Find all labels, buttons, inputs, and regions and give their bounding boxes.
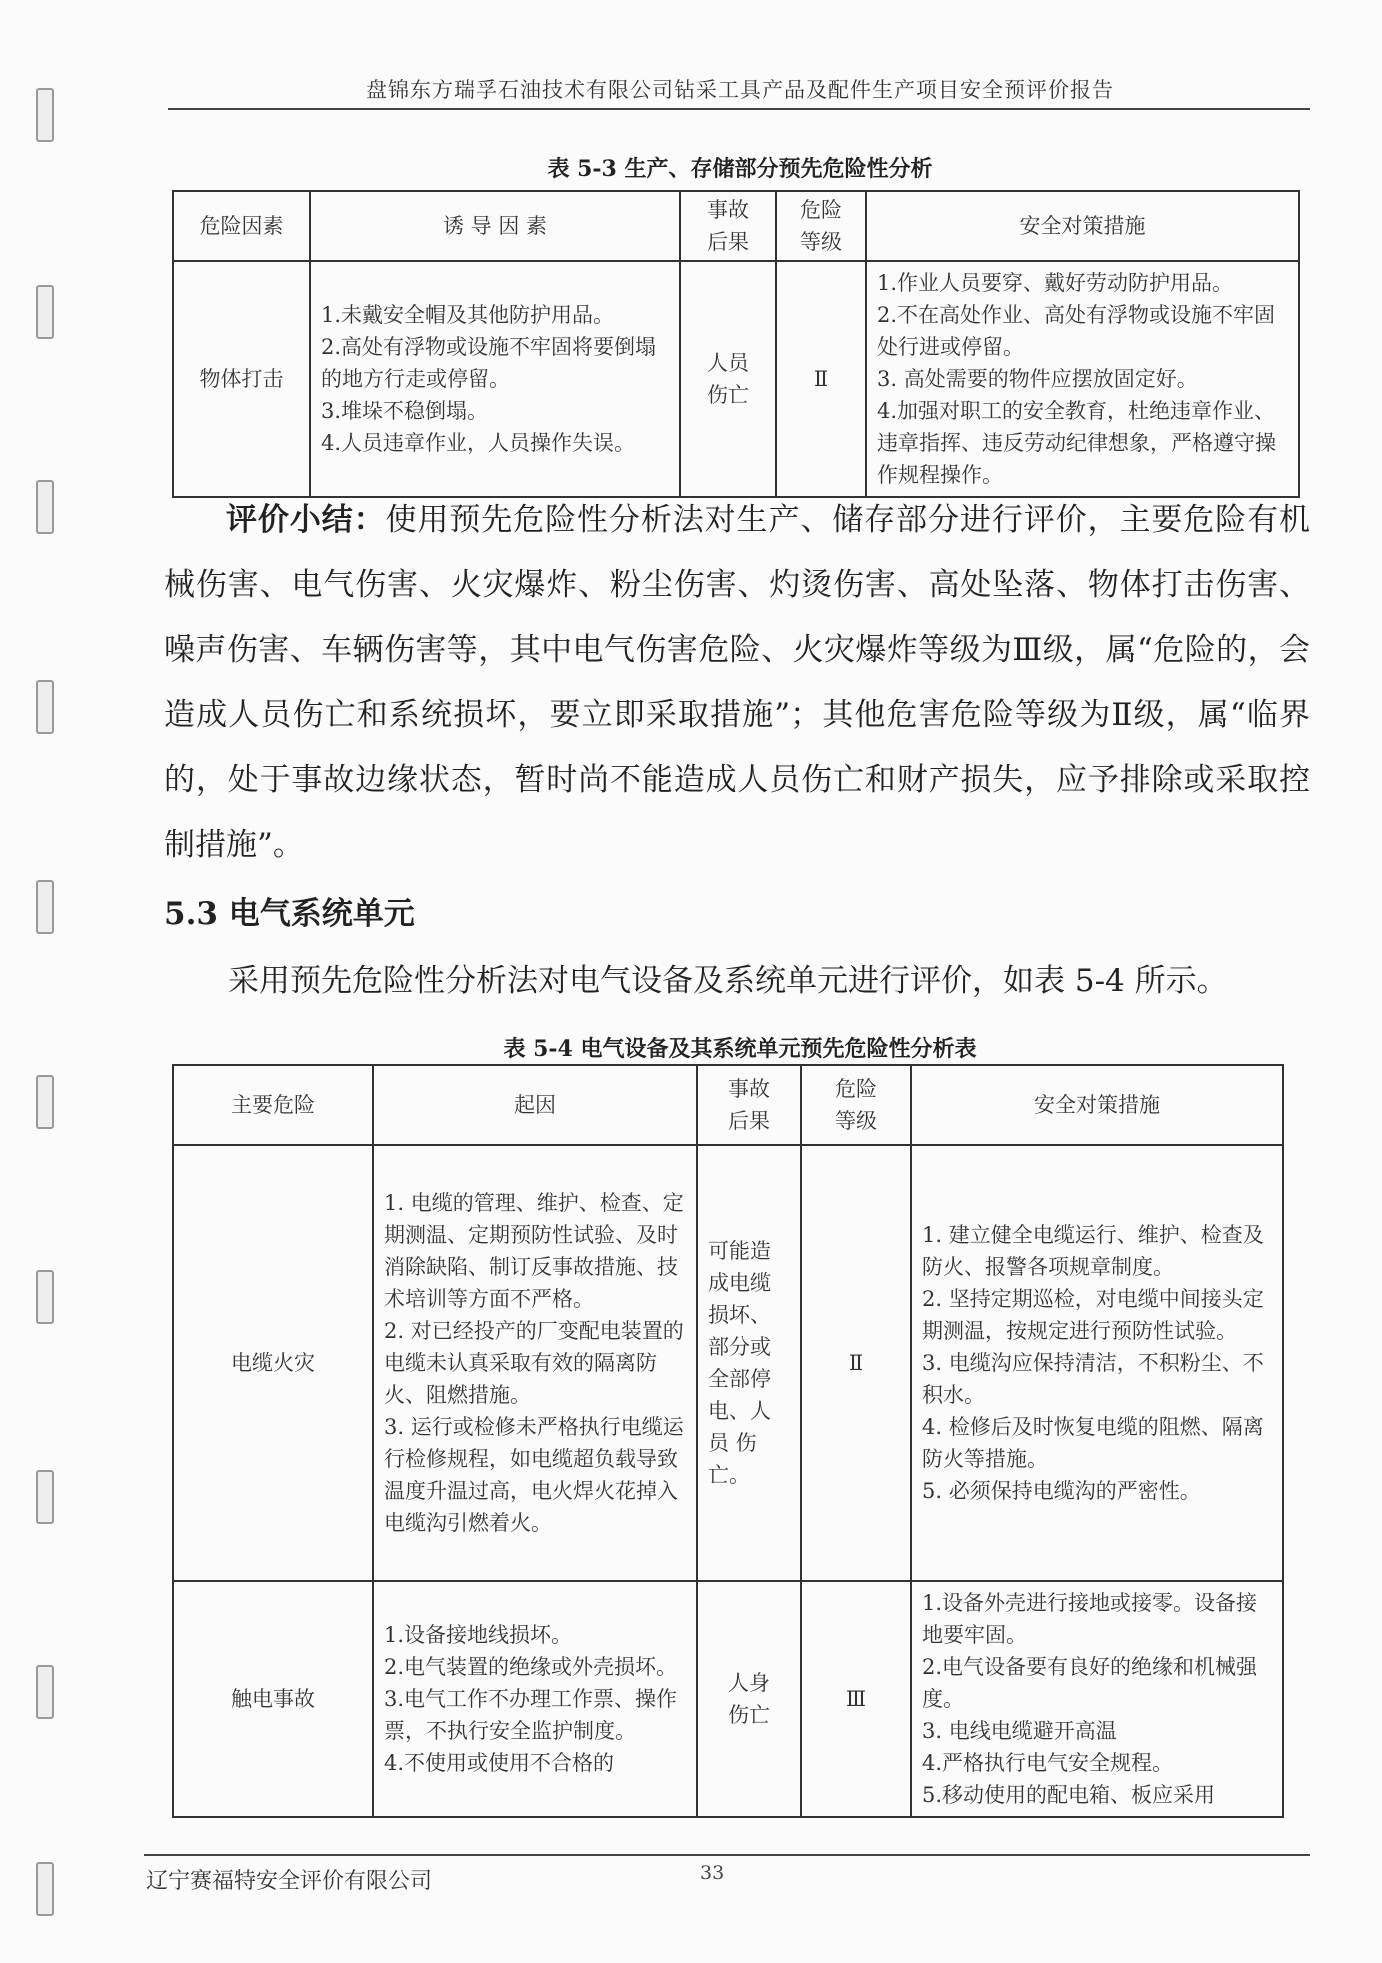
cell-hazard: 电缆火灾 — [173, 1145, 373, 1581]
table-5-3 — [172, 190, 1300, 498]
binder-hole — [36, 1665, 54, 1719]
header-cell-level: 危险 等级 — [776, 191, 866, 261]
running-header: 盘锦东方瑞孚石油技术有限公司钻采工具产品及配件生产项目安全预评价报告 — [366, 78, 1114, 102]
section-intro: 采用预先危险性分析法对电气设备及系统单元进行评价，如表 5-4 所示。 — [228, 963, 1228, 999]
header-cell-level: 危险 等级 — [801, 1065, 911, 1145]
cell-measures: 1. 建立健全电缆运行、维护、检查及防火、报警各项规章制度。 2. 坚持定期巡检，对电缆中间接头定期测温，按规定进行预防性试验。 3. 电缆沟应保持清洁，不积粉尘、不积水。 4. 检修后及时恢复电缆的阻燃、隔离防火等措施。 5. 必须保持电缆沟的严密性。 — [911, 1145, 1283, 1581]
table-5-4-caption: 表 5-4 电气设备及其系统单元预先危险性分析表 — [503, 1036, 977, 1062]
header-cell-measures: 安全对策措施 — [866, 191, 1299, 261]
binder-hole — [36, 680, 54, 734]
footer-company: 辽宁赛福特安全评价有限公司 — [146, 1869, 433, 1894]
binder-hole — [36, 880, 54, 934]
header-cell-consequence: 事故 后果 — [680, 191, 776, 261]
header-rule — [168, 108, 1310, 110]
summary-text: 使用预先危险性分析法对生产、储存部分进行评价，主要危险有机械伤害、电气伤害、火灾爆炸、粉尘伤害、灼烫伤害、高处坠落、物体打击伤害、噪声伤害、车辆伤害等，其中电气伤害危险、火灾爆炸等级为Ⅲ级，属“危险的，会造成人员伤亡和系统损坏，要立即采取措施”；其他危害危险等级为Ⅱ级，属“临界的，处于事故边缘状态，暂时尚不能造成人员伤亡和财产损失，应予排除或采取控制措施”。 — [164, 502, 1310, 863]
header-cell-measures: 安全对策措施 — [911, 1065, 1283, 1145]
cell-cause: 1. 电缆的管理、维护、检查、定期测温、定期预防性试验、及时消除缺陷、制订反事故措施、技术培训等方面不严格。 2. 对已经投产的厂变配电装置的电缆未认真采取有效的隔离防火、阻燃措施。 3. 运行或检修未严格执行电缆运行检修规程，如电缆超负载导致温度升温过高，电火焊火花掉入电缆沟引燃着火。 — [373, 1145, 697, 1581]
header-cell-hazard: 主要危险 — [173, 1065, 373, 1145]
page-number: 33 — [700, 1862, 725, 1884]
cell-measures: 1.设备外壳进行接地或接零。设备接地要牢固。 2.电气设备要有良好的绝缘和机械强度。 3. 电线电缆避开高温 4.严格执行电气安全规程。 5.移动使用的配电箱、板应采用 — [911, 1581, 1283, 1817]
table-row — [173, 261, 1299, 497]
table-row — [173, 1145, 1283, 1581]
section-title: 5.3 电气系统单元 — [164, 896, 415, 932]
summary-paragraph — [164, 488, 1310, 878]
cell-consequence: 可能造成电缆损坏、部分或全部停电、人员 伤亡。 — [697, 1145, 801, 1581]
cell-hazard: 触电事故 — [173, 1581, 373, 1817]
cell-level: Ⅱ — [776, 261, 866, 497]
header-cell-cause: 诱 导 因 素 — [310, 191, 680, 261]
header-cell-cause: 起因 — [373, 1065, 697, 1145]
cell-cause: 1.未戴安全帽及其他防护用品。 2.高处有浮物或设施不牢固将要倒塌的地方行走或停留。 3.堆垛不稳倒塌。 4.人员违章作业，人员操作失误。 — [310, 261, 680, 497]
binder-hole — [36, 1862, 54, 1916]
cell-level: Ⅲ — [801, 1581, 911, 1817]
header-cell-hazard: 危险因素 — [173, 191, 310, 261]
binder-hole — [36, 1270, 54, 1324]
header-cell-consequence: 事故 后果 — [697, 1065, 801, 1145]
table-5-3-caption: 表 5-3 生产、存储部分预先危险性分析 — [547, 156, 933, 182]
binder-hole — [36, 1470, 54, 1524]
table-header-row — [173, 191, 1299, 261]
cell-cause: 1.设备接地线损坏。 2.电气装置的绝缘或外壳损坏。 3.电气工作不办理工作票、操作票，不执行安全监护制度。 4.不使用或使用不合格的 — [373, 1581, 697, 1817]
table-5-4 — [172, 1064, 1284, 1818]
cell-measures: 1.作业人员要穿、戴好劳动防护用品。 2.不在高处作业、高处有浮物或设施不牢固处行进或停留。 3. 高处需要的物件应摆放固定好。 4.加强对职工的安全教育，杜绝违章作业、违章指挥、违反劳动纪律想象，严格遵守操作规程操作。 — [866, 261, 1299, 497]
cell-level: Ⅱ — [801, 1145, 911, 1581]
binder-hole — [36, 88, 54, 142]
binder-hole — [36, 1075, 54, 1129]
cell-hazard: 物体打击 — [173, 261, 310, 497]
cell-consequence: 人员 伤亡 — [680, 261, 776, 497]
footer-rule — [144, 1854, 1310, 1856]
table-row — [173, 1581, 1283, 1817]
binder-hole — [36, 285, 54, 339]
table-header-row — [173, 1065, 1283, 1145]
cell-consequence: 人身 伤亡 — [697, 1581, 801, 1817]
binder-hole — [36, 480, 54, 534]
summary-lead: 评价小结： — [226, 502, 386, 538]
